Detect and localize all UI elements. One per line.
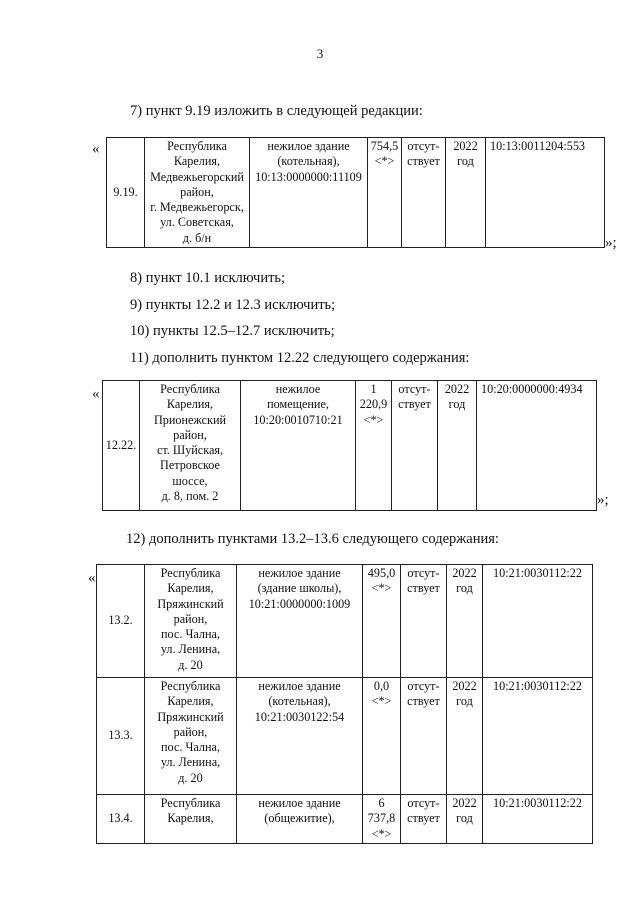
object-cell-line: нежилое здание [258, 796, 341, 810]
opening-quote: « [92, 386, 100, 402]
area-cell-line: <*> [374, 154, 395, 169]
address-cell-line: Карелия, [173, 154, 221, 169]
status-cell-line: отсут- [407, 566, 440, 580]
area-cell [363, 565, 401, 678]
address-cell-line: Пряжинский [157, 596, 224, 611]
address-cell-line: пос. Чална, [161, 627, 220, 642]
address-cell-line: Республика [160, 796, 221, 810]
cadastral-cell [483, 678, 593, 795]
area-cell [363, 795, 401, 844]
opening-quote: « [92, 141, 100, 157]
status-cell [401, 565, 447, 678]
cadastral-cell-line: 10:21:0030112:22 [493, 566, 582, 580]
address-cell-line: Республика [167, 139, 227, 153]
item-number [107, 138, 145, 248]
address-cell [145, 795, 237, 844]
address-cell-line: д. 20 [178, 770, 203, 785]
item-number [97, 565, 145, 678]
table-row [97, 565, 593, 678]
area-cell-line: 754,5 [370, 139, 399, 153]
address-cell [145, 138, 250, 248]
address-cell-line: Карелия, [166, 397, 214, 412]
area-cell [356, 381, 392, 511]
object-cell-line: нежилое [275, 382, 321, 396]
status-cell [402, 138, 446, 248]
year-cell-line: год [448, 397, 466, 412]
object-cell [241, 381, 356, 511]
paragraph-10: 10) пункты 12.5–12.7 исключить; [130, 323, 335, 339]
object-cell-line: (общежитие), [264, 811, 335, 826]
address-cell [145, 678, 237, 795]
object-cell-line: нежилое здание [258, 679, 341, 693]
status-cell [392, 381, 438, 511]
cadastral-cell [483, 565, 593, 678]
paragraph-9: 9) пункты 12.2 и 12.3 исключить; [130, 297, 336, 313]
address-cell-line: д. 20 [178, 657, 203, 672]
status-cell-line: ствует [407, 581, 440, 596]
item-number-line: 9.19. [113, 184, 138, 199]
table-row [97, 678, 593, 795]
status-cell-line: отсут- [407, 679, 440, 693]
address-cell-line: шоссе, [172, 473, 208, 488]
status-cell [401, 678, 447, 795]
year-cell-line: год [456, 581, 473, 596]
address-cell-line: ул. Ленина, [160, 755, 221, 770]
year-cell-line: год [456, 811, 473, 826]
year-cell-line: 2022 [444, 382, 470, 396]
address-cell-line: д. б/н [182, 230, 212, 245]
area-cell-line: <*> [371, 826, 392, 841]
cadastral-cell-line: 10:21:0030112:22 [493, 796, 582, 810]
paragraph-8: 8) пункт 10.1 исключить; [130, 270, 286, 286]
object-cell-line: 10:21:0030122:54 [254, 709, 345, 724]
area-cell-line: <*> [371, 581, 392, 596]
status-cell-line: ствует [398, 397, 431, 412]
cadastral-cell-line: 10:21:0030112:22 [493, 679, 582, 693]
address-cell-line: г. Медвежьегорск, [150, 200, 244, 215]
object-cell-line: нежилое здание [267, 139, 350, 153]
cadastral-cell [486, 138, 605, 248]
cadastral-cell [483, 795, 593, 844]
address-cell-line: ст. Шуйская, [156, 443, 224, 458]
table-items-13 [96, 564, 593, 844]
address-cell-line: ул. Советская, [160, 215, 234, 230]
item-number-line: 13.4. [108, 811, 133, 826]
address-cell-line: Петровское [160, 458, 220, 473]
closing-quote: »; [605, 235, 617, 251]
year-cell [447, 678, 483, 795]
cadastral-cell-line: 10:20:0000000:4934 [481, 382, 583, 396]
address-cell-line: район, [180, 184, 214, 199]
year-cell-line: 2022 [453, 139, 478, 153]
item-number-line: 12.22. [105, 437, 137, 452]
object-cell-line: (котельная), [277, 154, 340, 169]
address-cell-line: пос. Чална, [161, 740, 220, 755]
address-cell-line: Карелия, [167, 694, 214, 709]
address-cell-line: район, [173, 611, 208, 626]
status-cell-line: отсут- [398, 382, 431, 396]
address-cell [140, 381, 241, 511]
address-cell-line: район, [173, 427, 207, 442]
address-cell-line: Пряжинский [157, 709, 224, 724]
cadastral-cell-line: 10:13:0011204:553 [490, 139, 586, 153]
object-cell-line: (здание школы), [257, 581, 342, 596]
year-cell [438, 381, 477, 511]
area-cell-line: 6 737,8 [367, 796, 396, 826]
address-cell-line: Республика [160, 566, 221, 580]
year-cell-line: 2022 [452, 796, 477, 810]
status-cell [401, 795, 447, 844]
year-cell [446, 138, 486, 248]
area-cell-line: 495,0 [367, 566, 396, 580]
object-cell-line: 10:21:0000000:1009 [248, 596, 351, 611]
area-cell [363, 678, 401, 795]
status-cell-line: ствует [407, 154, 440, 169]
page-number: 3 [316, 46, 324, 61]
address-cell-line: Прионежский [153, 412, 227, 427]
table-row [103, 381, 597, 511]
closing-quote: »; [597, 492, 609, 508]
address-cell-line: Республика [160, 679, 221, 693]
address-cell-line: д. 8, пом. 2 [161, 489, 219, 504]
year-cell-line: год [456, 694, 473, 709]
area-cell-line: <*> [363, 412, 384, 427]
status-cell-line: отсут- [407, 796, 440, 810]
area-cell-line: 1 220,9 [359, 382, 388, 412]
object-cell [250, 138, 368, 248]
area-cell [368, 138, 402, 248]
status-cell-line: отсут- [407, 139, 440, 153]
address-cell-line: Медвежьегорский [150, 169, 244, 184]
object-cell-line: (котельная), [268, 694, 331, 709]
object-cell-line: помещение, [267, 397, 329, 412]
year-cell-line: 2022 [452, 566, 477, 580]
address-cell-line: Карелия, [167, 811, 214, 826]
object-cell [237, 565, 363, 678]
paragraph-12: 12) дополнить пунктами 13.2–13.6 следующего содержания: [126, 531, 499, 547]
status-cell-line: ствует [407, 811, 440, 826]
item-number [97, 795, 145, 844]
address-cell-line: Республика [160, 382, 220, 396]
address-cell [145, 565, 237, 678]
area-cell-line: <*> [371, 694, 392, 709]
address-cell-line: район, [173, 724, 208, 739]
year-cell-line: год [457, 154, 474, 169]
object-cell [237, 678, 363, 795]
item-number [103, 381, 140, 511]
address-cell-line: Карелия, [167, 581, 214, 596]
object-cell-line: 10:20:0010710:21 [253, 412, 343, 427]
object-cell [237, 795, 363, 844]
paragraph-7: 7) пункт 9.19 изложить в следующей редакции: [130, 103, 423, 119]
item-number-line: 13.3. [108, 728, 133, 743]
status-cell-line: ствует [407, 694, 440, 709]
table-item-12-22 [102, 380, 597, 511]
object-cell-line: нежилое здание [258, 566, 341, 580]
table-item-9-19 [106, 137, 605, 248]
item-number [97, 678, 145, 795]
year-cell-line: 2022 [452, 679, 477, 693]
year-cell [447, 565, 483, 678]
paragraph-11: 11) дополнить пунктом 12.22 следующего содержания: [130, 350, 470, 366]
year-cell [447, 795, 483, 844]
address-cell-line: ул. Ленина, [160, 642, 221, 657]
opening-quote: « [88, 570, 96, 586]
table-row [107, 138, 605, 248]
table-row [97, 795, 593, 844]
area-cell-line: 0,0 [373, 679, 390, 693]
item-number-line: 13.2. [108, 613, 133, 628]
cadastral-cell [477, 381, 597, 511]
object-cell-line: 10:13:0000000:11109 [255, 169, 362, 184]
